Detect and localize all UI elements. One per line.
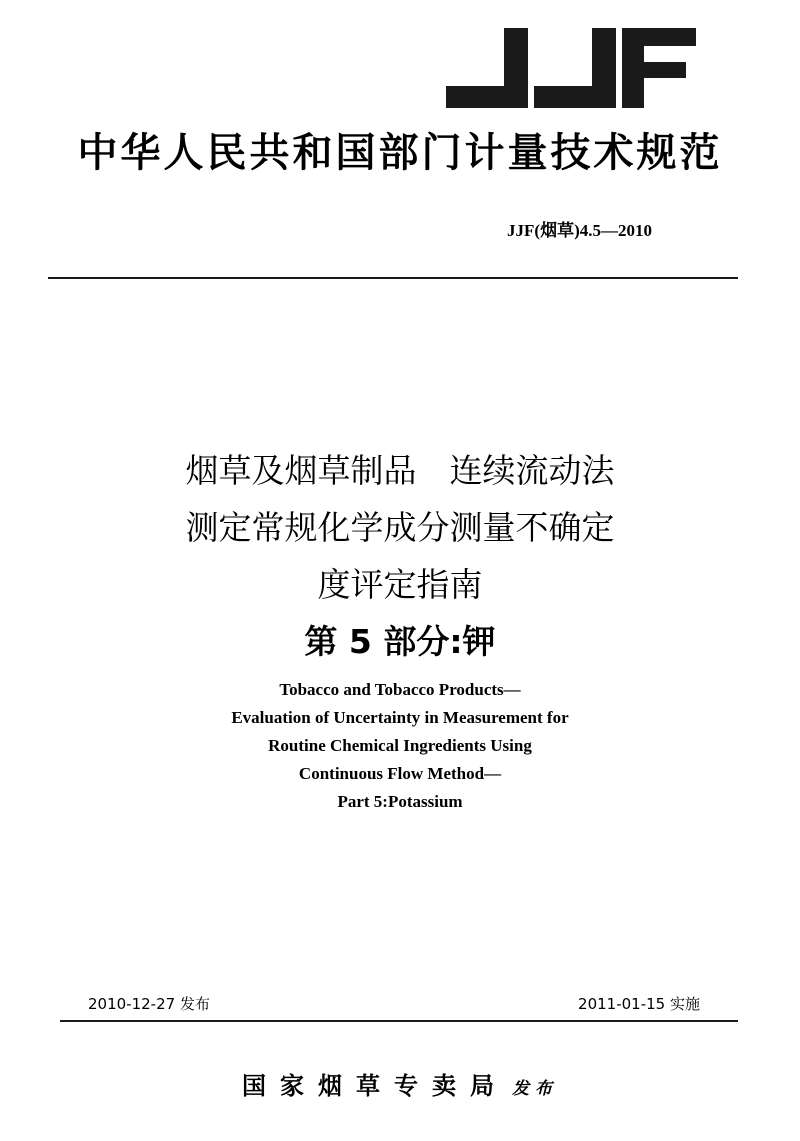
english-title <box>0 676 800 816</box>
chinese-title <box>0 442 800 670</box>
chinese-title-part: 第 5 部分:钾 <box>304 622 496 661</box>
publish-label: 发布 <box>512 1079 558 1099</box>
issue-date: 2010-12-27 发布 <box>88 995 210 1013</box>
publisher-name: 国家烟草专卖局 <box>242 1071 508 1100</box>
standard-category-title: 中华人民共和国部门计量技术规范 <box>77 129 723 176</box>
top-divider <box>48 277 738 279</box>
publisher-line <box>0 1068 800 1107</box>
english-title-line-4: Continuous Flow Method— <box>298 764 502 783</box>
english-title-line-3: Routine Chemical Ingredients Using <box>268 736 532 755</box>
chinese-title-line-3: 度评定指南 <box>317 565 483 604</box>
standard-number: JJF(烟草)4.5—2010 <box>507 221 652 240</box>
jjf-logo <box>446 28 696 108</box>
jjf-logo-letters <box>446 28 696 108</box>
english-title-line-5: Part 5:Potassium <box>337 792 463 811</box>
english-title-line-1: Tobacco and Tobacco Products— <box>279 680 521 699</box>
chinese-title-line-2: 测定常规化学成分测量不确定 <box>185 508 615 547</box>
implementation-date: 2011-01-15 实施 <box>578 995 700 1013</box>
chinese-title-line-1: 烟草及烟草制品 连续流动法 <box>185 451 615 490</box>
english-title-line-2: Evaluation of Uncertainty in Measurement for <box>231 708 569 727</box>
bottom-divider <box>60 1020 738 1022</box>
